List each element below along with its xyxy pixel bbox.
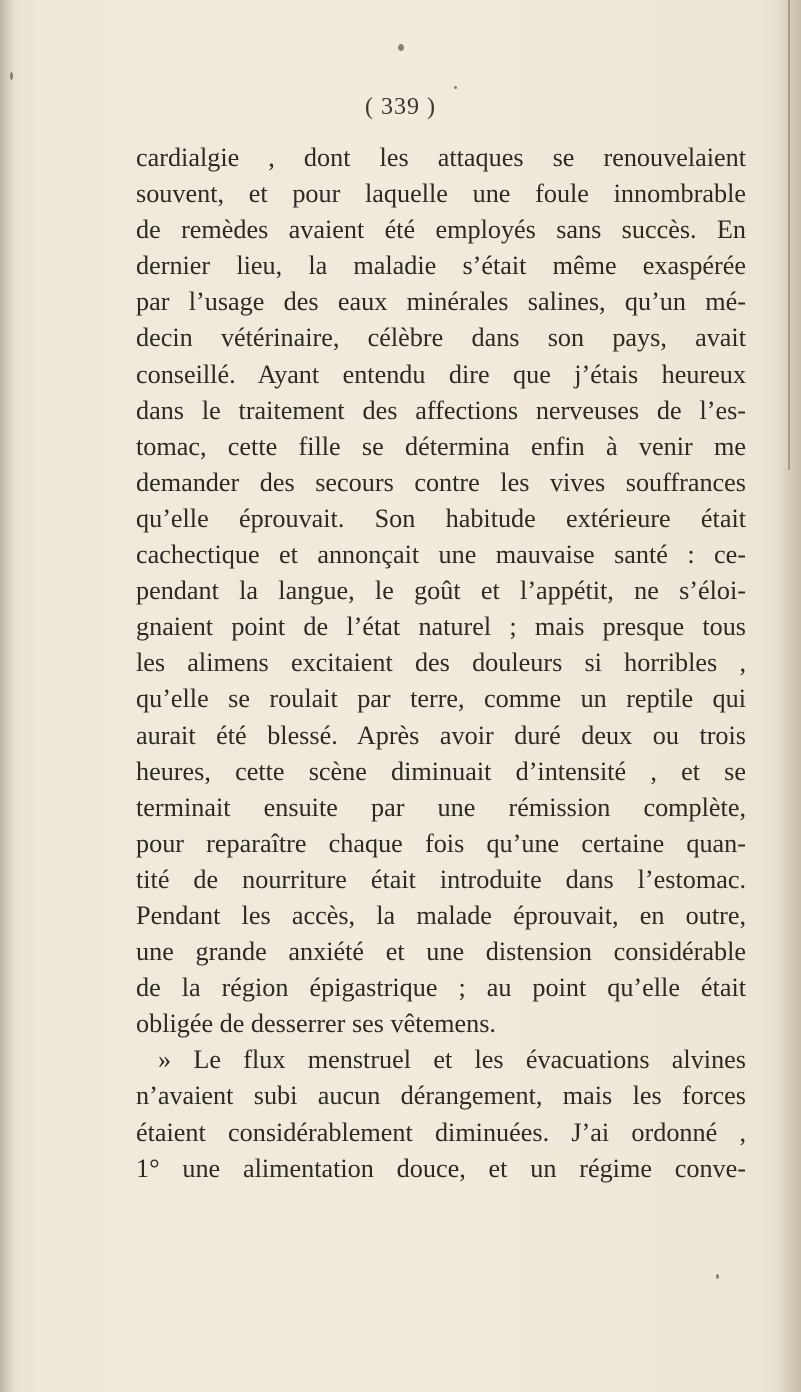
- text-line: Pendant les accès, la malade éprouvait, en outre,: [136, 900, 746, 930]
- text-line: conseillé. Ayant entendu dire que j’étais heureux: [136, 359, 746, 389]
- text-line: de remèdes avaient été employés sans succès. En: [136, 215, 746, 245]
- text-line: aurait été blessé. Après avoir duré deux ou trois: [136, 720, 746, 750]
- binding-shadow: [0, 0, 14, 1392]
- text-line: de la région épigastrique ; au point qu’elle était: [136, 973, 746, 1003]
- text-line: n’avaient subi aucun dérangement, mais les forces: [136, 1081, 746, 1111]
- text-line: obligée de desserrer ses vêtemens.: [136, 1009, 496, 1039]
- text-line: decin vétérinaire, célèbre dans son pays, avait: [136, 323, 746, 353]
- text-line: par l’usage des eaux minérales salines, qu’un mé-: [136, 287, 746, 317]
- text-line: heures, cette scène diminuait d’intensité , et se: [136, 756, 746, 786]
- text-line: tité de nourriture était introduite dans l’estomac.: [136, 864, 746, 894]
- paper-speck: [454, 86, 457, 89]
- text-line: » Le flux menstruel et les évacuations alvines: [158, 1045, 746, 1075]
- text-line: une grande anxiété et une distension considérable: [136, 937, 746, 967]
- paper-speck: [398, 44, 404, 51]
- text-line: qu’elle éprouvait. Son habitude extérieure était: [136, 503, 746, 533]
- text-line: demander des secours contre les vives souffrances: [136, 467, 746, 497]
- text-line: qu’elle se roulait par terre, comme un reptile qui: [136, 684, 746, 714]
- text-line: gnaient point de l’état naturel ; mais presque tous: [136, 612, 746, 642]
- text-line: tomac, cette fille se détermina enfin à venir me: [136, 431, 746, 461]
- text-line: dans le traitement des affections nerveuses de l’es-: [136, 395, 746, 425]
- text-line: pour reparaître chaque fois qu’une certaine quan-: [136, 828, 746, 858]
- page-edge-shadow: [779, 0, 801, 1392]
- paper-speck: [10, 72, 13, 80]
- text-line: cardialgie , dont les attaques se renouvelaient: [136, 143, 746, 172]
- text-line: dernier lieu, la maladie s’était même exaspérée: [136, 251, 746, 281]
- body-text: [136, 140, 746, 1187]
- text-line: étaient considérablement diminuées. J’ai ordonné ,: [136, 1117, 746, 1147]
- text-line: pendant la langue, le goût et l’appétit, ne s’éloi-: [136, 576, 746, 606]
- text-line: terminait ensuite par une rémission complète,: [136, 792, 746, 822]
- paper-speck: [716, 1274, 719, 1279]
- text-line: 1° une alimentation douce, et un régime conve-: [136, 1153, 746, 1183]
- page-edge-line: [788, 0, 790, 470]
- page-number: ( 339 ): [365, 94, 436, 120]
- text-line: les alimens excitaient des douleurs si horribles ,: [136, 648, 746, 678]
- text-line: cachectique et annonçait une mauvaise santé : ce-: [136, 540, 746, 570]
- text-line: souvent, et pour laquelle une foule innombrable: [136, 179, 746, 209]
